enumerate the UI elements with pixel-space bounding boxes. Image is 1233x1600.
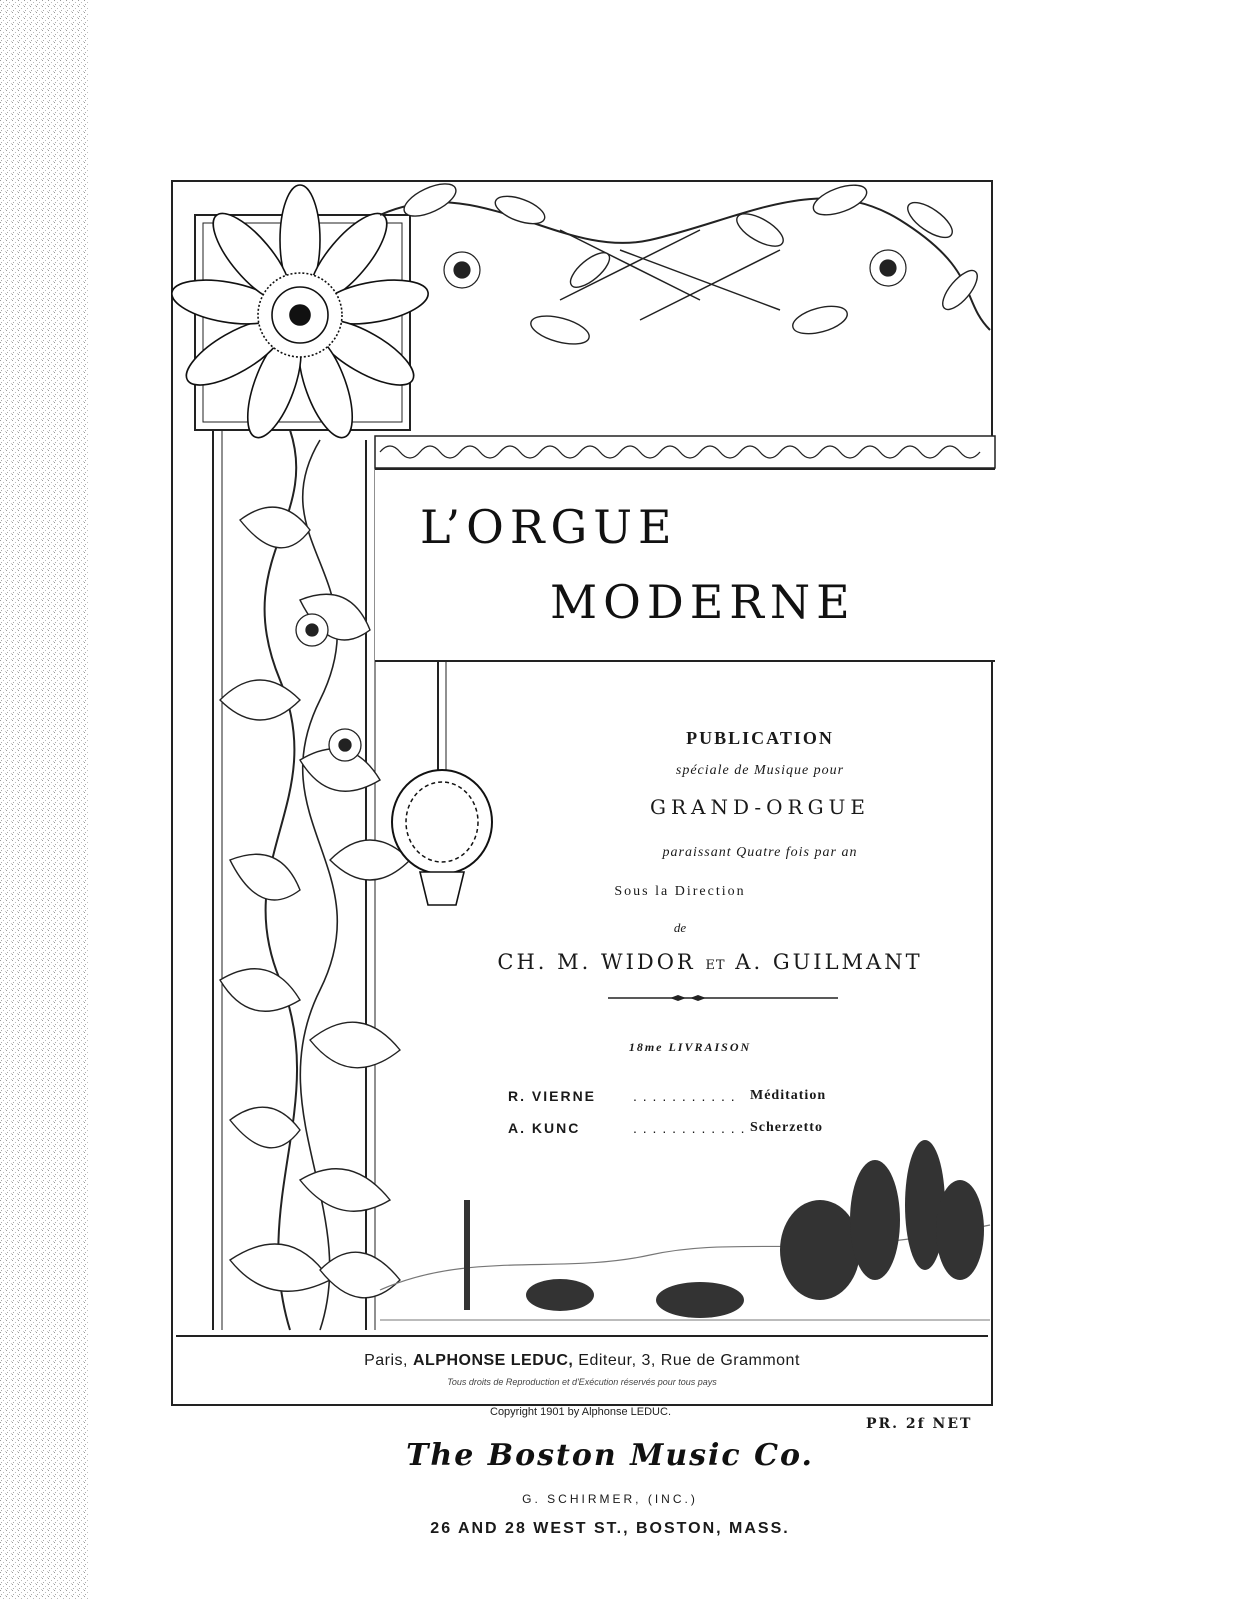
livraison-label: 18me LIVRAISON (628, 1040, 752, 1054)
publication-heading: PUBLICATION (686, 728, 834, 748)
instrument-heading: GRAND-ORGUE (649, 795, 871, 819)
scan-edge-noise (0, 0, 88, 1600)
copyright-notice: Copyright 1901 by Alphonse LEDUC. (490, 1406, 671, 1418)
work-composer: A. KUNC (508, 1120, 581, 1136)
et-connector: ET (705, 958, 726, 973)
editors-line (470, 950, 950, 974)
work-leader-dots: . . . . . . . . . . . (633, 1088, 736, 1104)
publisher-address: Editeur, 3, Rue de Grammont (578, 1352, 800, 1369)
de-text: de (673, 920, 687, 935)
publisher-city: Paris, (364, 1352, 408, 1369)
work-row-vierne (508, 1088, 868, 1110)
direction-text: Sous la Direction (614, 884, 746, 899)
publisher-name: ALPHONSE LEDUC, (412, 1352, 574, 1369)
distributor-name: The Boston Music Co. (406, 1438, 814, 1473)
work-title: Méditation (750, 1088, 827, 1103)
work-row-kunc (508, 1120, 868, 1142)
frequency-text: paraissant Quatre fois par an (662, 845, 858, 860)
editor-widor: CH. M. WIDOR (497, 950, 696, 974)
publisher-strip (176, 1335, 988, 1403)
work-leader-dots: . . . . . . . . . . . . (633, 1120, 746, 1136)
speciale-text: spéciale de Musique pour (675, 763, 845, 778)
title-line-1: L’ORGUE (420, 500, 678, 554)
distributor-parent: G. SCHIRMER, (INC.) (522, 1492, 698, 1506)
title-line-2: MODERNE (550, 575, 856, 629)
work-title: Scherzetto (750, 1120, 823, 1135)
cover-frame (171, 180, 993, 1406)
price-label: PR. 2f NET (866, 1416, 973, 1432)
distributor-address: 26 AND 28 WEST ST., BOSTON, MASS. (430, 1520, 790, 1537)
work-composer: R. VIERNE (508, 1088, 597, 1104)
editor-guilmant: A. GUILMANT (735, 950, 923, 974)
rights-notice: Tous droits de Reproduction et d'Exécution réservés pour tous pays (447, 1377, 717, 1387)
publisher-line (176, 1352, 988, 1370)
title-panel (375, 468, 995, 662)
